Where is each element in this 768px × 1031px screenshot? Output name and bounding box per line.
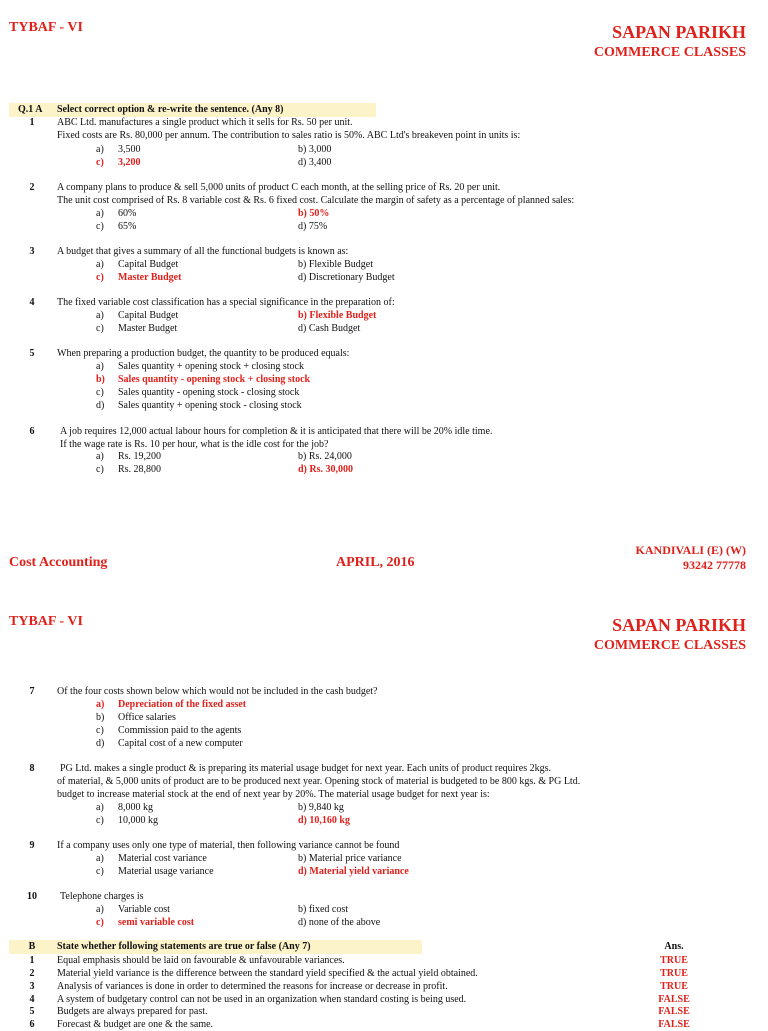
option-a: a) 8,000 kg <box>96 802 153 813</box>
option-a-answer: a) Depreciation of the fixed asset <box>96 699 247 710</box>
question-number: 3 <box>29 246 35 257</box>
course-code: TYBAF - VI <box>9 614 83 629</box>
option-d-answer: d) Material yield variance <box>298 866 409 877</box>
question-text: A job requires 12,000 actual labour hours for completion & it is anticipated that there will be 20% idle time. <box>60 426 493 437</box>
option-c: c) 65% <box>96 221 137 232</box>
option-b: b) Material price variance <box>298 853 402 864</box>
option-d: d) Sales quantity + opening stock - closing stock <box>96 400 302 411</box>
question-number: 4 <box>29 297 35 308</box>
footer-phone: 93242 77778 <box>683 558 746 572</box>
option-a: a) Capital Budget <box>96 259 179 270</box>
option-c-answer: c) 3,200 <box>96 157 141 168</box>
option-b: b) Office salaries <box>96 712 176 723</box>
option-b: b) Rs. 24,000 <box>298 451 352 462</box>
statement-text: Equal emphasis should be laid on favourable & unfavourable variances. <box>57 955 345 966</box>
section-b-label: B <box>28 941 36 952</box>
question-text: Of the four costs shown below which would not be included in the cash budget? <box>57 686 378 697</box>
option-b: b) Flexible Budget <box>298 259 373 270</box>
option-a: a) Capital Budget <box>96 310 179 321</box>
option-c: c) Master Budget <box>96 323 178 334</box>
statement-number: 6 <box>29 1019 35 1030</box>
option-d: d) Discretionary Budget <box>298 272 395 283</box>
answer-column-header: Ans. <box>664 941 684 952</box>
statement-text: Analysis of variances is done in order to determined the reasons for increase or decrease in profit. <box>57 981 448 992</box>
question-text: ABC Ltd. manufactures a single product which it sells for Rs. 50 per unit. <box>57 117 353 128</box>
question-number: 7 <box>29 686 35 697</box>
brand-name: SAPAN PARIKH <box>612 615 746 635</box>
question-number: 5 <box>29 348 35 359</box>
option-a: a) Material cost variance <box>96 853 207 864</box>
option-c: c) Material usage variance <box>96 866 214 877</box>
question-text: A company plans to produce & sell 5,000 units of product C each month, at the selling price of Rs. 20 per unit. <box>57 182 501 193</box>
question-text: The fixed variable cost classification has a special significance in the preparation of: <box>57 297 395 308</box>
option-c: c) Commission paid to the agents <box>96 725 242 736</box>
question-text: The unit cost comprised of Rs. 8 variable cost & Rs. 6 fixed cost. Calculate the margin of safety as a percentage of planned sales: <box>57 195 575 206</box>
question-number: 6 <box>29 426 35 437</box>
statement-number: 2 <box>29 968 35 979</box>
brand-subtitle: COMMERCE CLASSES <box>593 638 746 653</box>
option-c: c) 10,000 kg <box>96 815 158 826</box>
question-text: If the wage rate is Rs. 10 per hour, what is the idle cost for the job? <box>60 439 329 450</box>
option-d-answer: d) 10,160 kg <box>298 815 350 826</box>
statement-number: 5 <box>29 1006 35 1017</box>
question-text: If a company uses only one type of material, then following variance cannot be found <box>57 840 400 851</box>
option-a: a) Sales quantity + opening stock + closing stock <box>96 361 304 372</box>
statement-answer: TRUE <box>660 981 688 992</box>
option-a: a) Variable cost <box>96 904 170 915</box>
question-number: 9 <box>29 840 35 851</box>
statement-text: Material yield variance is the difference between the standard yield specified & the actual yield obtained. <box>57 968 478 979</box>
option-b: b) 9,840 kg <box>298 802 344 813</box>
option-b-answer: b) 50% <box>298 208 330 219</box>
footer-subject: Cost Accounting <box>9 555 108 570</box>
option-c-answer: c) Master Budget <box>96 272 182 283</box>
brand-subtitle: COMMERCE CLASSES <box>593 45 746 60</box>
option-d: d) none of the above <box>298 917 381 928</box>
option-c: c) Sales quantity - opening stock - closing stock <box>96 387 300 398</box>
brand-block <box>594 22 746 61</box>
question-text: budget to increase material stock at the end of next year by 20%. The material usage budget for next year is: <box>57 789 490 800</box>
question-number: 10 <box>27 891 37 902</box>
option-d: d) Cash Budget <box>298 323 361 334</box>
option-a: a) 3,500 <box>96 144 141 155</box>
brand-name: SAPAN PARIKH <box>612 22 746 42</box>
statement-answer: FALSE <box>658 1006 690 1017</box>
section-b-title: State whether following statements are true or false (Any 7) <box>57 941 311 952</box>
option-b-answer: b) Flexible Budget <box>298 310 377 321</box>
option-d: d) 3,400 <box>298 157 332 168</box>
question-number: 8 <box>29 763 35 774</box>
statement-answer: FALSE <box>658 1019 690 1030</box>
question-text: PG Ltd. makes a single product & is preparing its material usage budget for next year. Each units of product requires 2kgs. <box>60 763 551 774</box>
course-code: TYBAF - VI <box>9 20 83 35</box>
option-b: b) fixed cost <box>298 904 348 915</box>
statement-text: Forecast & budget are one & the same. <box>57 1019 214 1030</box>
question-text: Telephone charges is <box>60 891 144 902</box>
brand-block <box>594 615 746 654</box>
statement-answer: TRUE <box>660 955 688 966</box>
option-d: d) Capital cost of a new computer <box>96 738 243 749</box>
question-text: of material, & 5,000 units of product are to be produced next year. Opening stock of material is budgeted to be 800 kgs. & PG Ltd. <box>57 776 581 787</box>
option-a: a) Rs. 19,200 <box>96 451 162 462</box>
statement-number: 4 <box>29 994 35 1005</box>
section-a-title: Select correct option & re-write the sentence. (Any 8) <box>57 104 284 115</box>
option-a: a) 60% <box>96 208 137 219</box>
question-number: 2 <box>29 182 35 193</box>
option-b: b) 3,000 <box>298 144 332 155</box>
section-a-label: Q.1 A <box>18 104 43 115</box>
footer-contact <box>636 543 746 573</box>
option-d: d) 75% <box>298 221 328 232</box>
option-c-answer: c) semi variable cost <box>96 917 195 928</box>
option-d-answer: d) Rs. 30,000 <box>298 464 354 475</box>
question-text: A budget that gives a summary of all the functional budgets is known as: <box>57 246 349 257</box>
option-c: c) Rs. 28,800 <box>96 464 162 475</box>
statement-answer: TRUE <box>660 968 688 979</box>
statement-text: A system of budgetary control can not be used in an organization when standard costing is being used. <box>57 994 467 1005</box>
question-text: Fixed costs are Rs. 80,000 per annum. The contribution to sales ratio is 50%. ABC Ltd's breakeven point in units is: <box>57 130 521 141</box>
statement-number: 1 <box>29 955 35 966</box>
statement-answer: FALSE <box>658 994 690 1005</box>
option-b-answer: b) Sales quantity - opening stock + closing stock <box>96 374 311 385</box>
question-number: 1 <box>29 117 35 128</box>
footer-date: APRIL, 2016 <box>336 555 415 570</box>
question-text: When preparing a production budget, the quantity to be produced equals: <box>57 348 350 359</box>
statement-text: Budgets are always prepared for past. <box>57 1006 208 1017</box>
statement-number: 3 <box>29 981 35 992</box>
footer-location: KANDIVALI (E) (W) <box>635 543 746 557</box>
